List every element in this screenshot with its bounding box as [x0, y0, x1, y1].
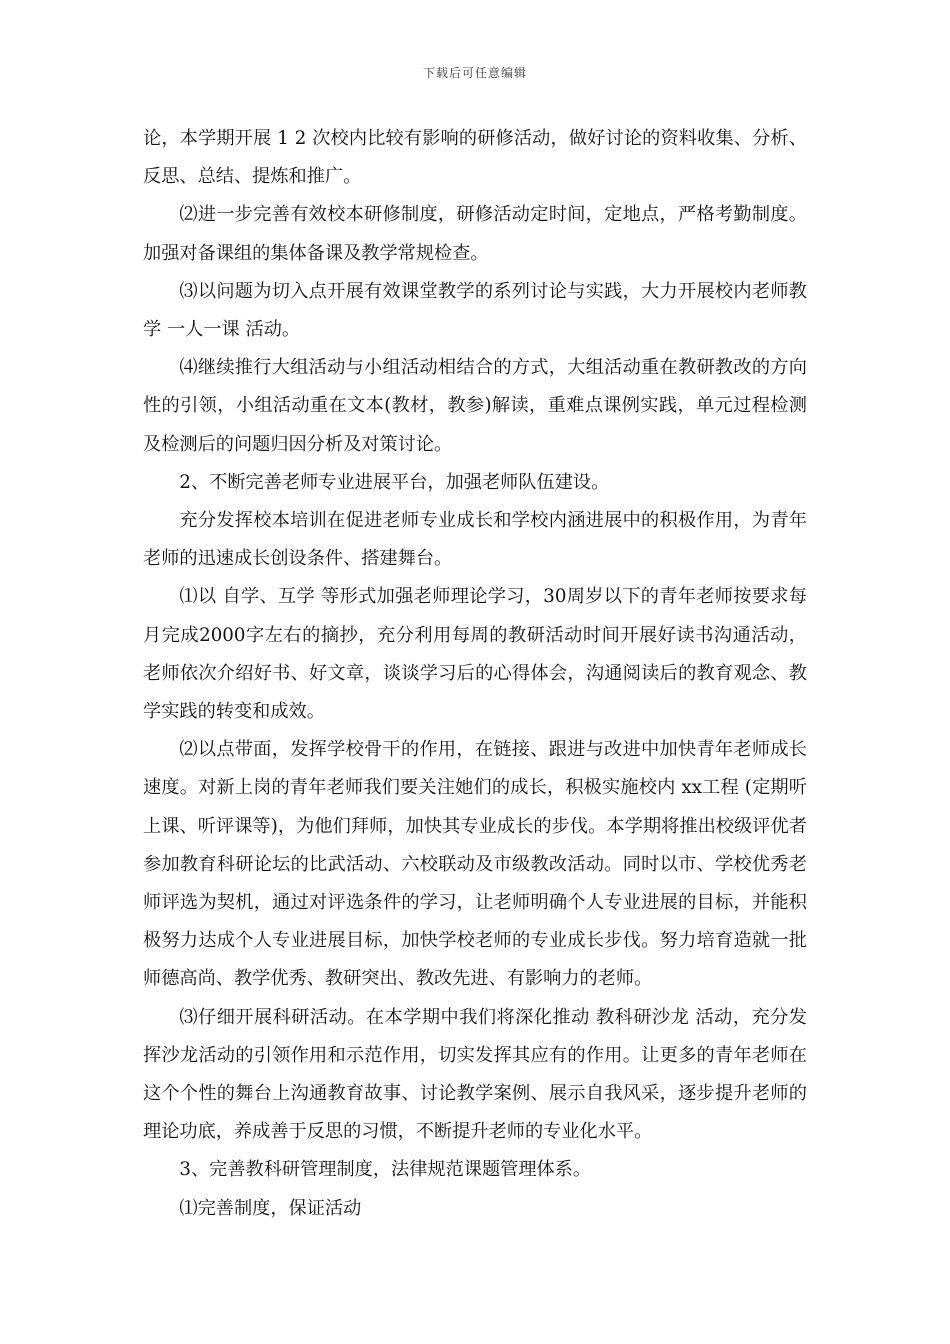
paragraph: ⑶以问题为切入点开展有效课堂教学的系列讨论与实践，大力开展校内老师教学 一人一课 活动。 [143, 280, 807, 341]
page-header: 下载后可任意编辑 [422, 66, 527, 80]
paragraph: 充分发挥校本培训在促进老师专业成长和学校内涵进展中的积极作用，为青年老师的迅速成长创设条件、搭建舞台。 [143, 510, 807, 570]
paragraph: ⑴以 自学、互学 等形式加强老师理论学习，30周岁以下的青年老师按要求每月完成2000字左右的摘抄，充分利用每周的教研活动时间开展好读书沟通活动，老师依次介绍好书、好文章，谈谈学习后的心得体会，沟通阅读后的教育观念、教学实践的转变和成效。 [143, 586, 807, 723]
section-heading: 3、完善教科研管理制度，法律规范课题管理体系。 [179, 1159, 592, 1181]
paragraph: 论，本学期开展 1 2 次校内比较有影响的研修活动，做好讨论的资料收集、分析、反思、总结、提炼和推广。 [143, 128, 807, 188]
paragraph: ⑵进一步完善有效校本研修制度，研修活动定时间，定地点，严格考勤制度。加强对备课组的集体备课及教学常规检查。 [143, 204, 807, 264]
paragraph: ⑷继续推行大组活动与小组活动相结合的方式，大组活动重在教研教改的方向性的引领，小组活动重在文本(教材，教参)解读，重难点课例实践，单元过程检测及检测后的问题归因分析及对策讨论。 [143, 357, 807, 455]
document-body [143, 120, 807, 1228]
paragraph: ⑴完善制度，保证活动 [179, 1197, 362, 1219]
paragraph: ⑵以点带面，发挥学校骨干的作用，在链接、跟进与改进中加快青年老师成长速度。对新上岗的青年老师我们要关注她们的成长，积极实施校内 xx工程 (定期听上课、听评课等)，为他们拜师，加快其专业成长的步伐。本学期将推出校级评优者参加教育科研论坛的比武活动、六校联动及市级教改活动。同时以市、学校优秀老师评选为契机，通过对评选条件的学习，让老师明确个人专业进展的目标，并能积极努力达成个人专业进展目标，加快学校老师的专业成长步伐。努力培育造就一批师德高尚、教学优秀、教研突出、教改先进、有影响力的老师。 [143, 739, 807, 990]
paragraph: ⑶仔细开展科研活动。在本学期中我们将深化推动 教科研沙龙 活动，充分发挥沙龙活动的引领作用和示范作用，切实发挥其应有的作用。让更多的青年老师在这个个性的舞台上沟通教育故事、讨论教学案例、展示自我风采，逐步提升老师的理论功底，养成善于反思的习惯，不断提升老师的专业化水平。 [143, 1006, 807, 1143]
section-heading: 2、不断完善老师专业进展平台，加强老师队伍建设。 [179, 471, 610, 493]
